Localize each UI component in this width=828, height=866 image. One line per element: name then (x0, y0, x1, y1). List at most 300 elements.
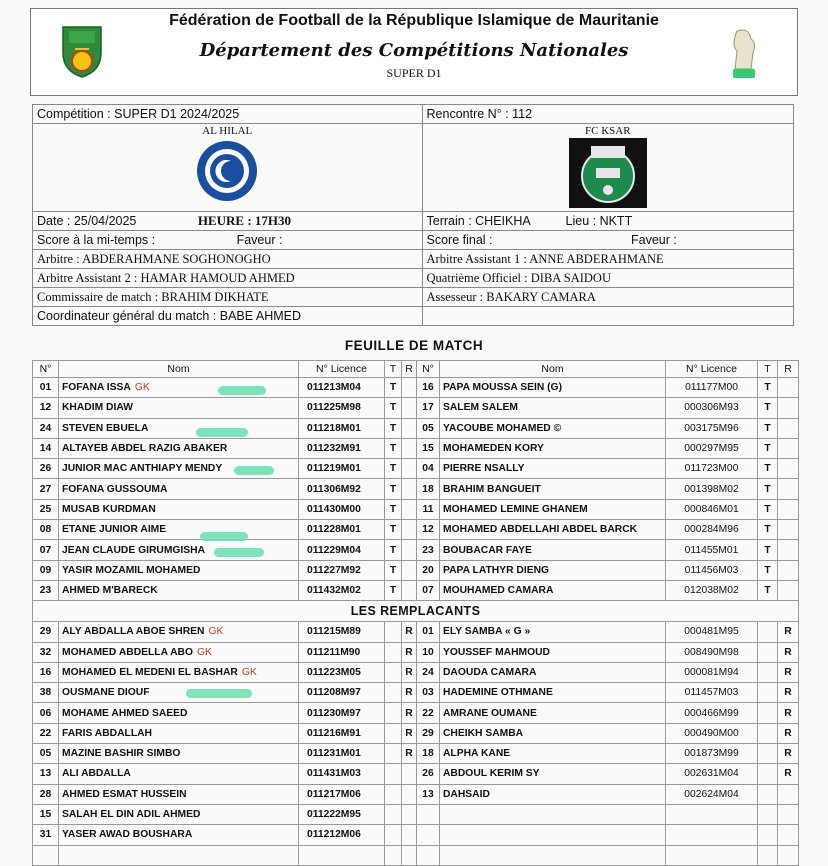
column-header-licence: N° Licence (299, 361, 385, 378)
home-player-name (59, 825, 299, 845)
home-player-name (59, 662, 299, 682)
home-player-number: 29 (33, 622, 59, 642)
away-player-number: 12 (417, 520, 440, 540)
away-reserve-mark: R (778, 744, 799, 764)
home-player-number: 32 (33, 642, 59, 662)
home-player-number: 13 (33, 764, 59, 784)
venue-name: Lieu : NKTT (565, 214, 633, 228)
goalkeeper-tag: GK (241, 667, 257, 678)
referee-cell: Arbitre : ABDERAHMANE SOGHONOGHO (33, 250, 423, 269)
final-favour-label: Faveur : (631, 233, 677, 247)
home-player-licence: 011306M92 (299, 479, 385, 499)
away-titular-mark: T (758, 438, 778, 458)
away-titular-mark (758, 662, 778, 682)
assessor-cell: Assesseur : BAKARY CAMARA (422, 288, 793, 307)
roster-table (32, 360, 799, 866)
away-titular-mark: T (758, 479, 778, 499)
empty-cell (33, 845, 59, 865)
home-reserve-mark: R (402, 622, 417, 642)
away-player-name (440, 418, 666, 438)
roster-header-row (33, 361, 799, 378)
away-team-name: FC KSAR (584, 125, 631, 137)
away-titular-mark: T (758, 398, 778, 418)
player-name-text: ABDOUL KERIM SY (443, 768, 540, 780)
table-row (33, 580, 799, 600)
away-player-name (440, 683, 666, 703)
home-reserve-mark (402, 459, 417, 479)
home-player-name (59, 642, 299, 662)
home-team-cell (33, 124, 423, 212)
fc-ksar-crest-icon (569, 138, 647, 208)
player-name-text: PIERRE NSALLY (443, 463, 525, 475)
match-info-table (32, 104, 794, 326)
column-header-name: Nom (59, 361, 299, 378)
home-player-licence: 011208M97 (299, 683, 385, 703)
player-name-text: MOHAMED ABDELLA ABO (62, 646, 193, 658)
column-header-number: N° (417, 361, 440, 378)
away-player-name (440, 723, 666, 743)
away-player-licence: 012038M02 (666, 580, 758, 600)
away-team-cell (422, 124, 793, 212)
federation-name: Fédération de Football de la République Islamique de Mauritanie (169, 12, 659, 29)
empty-cell (385, 845, 402, 865)
home-titular-mark: T (385, 459, 402, 479)
home-titular-mark (385, 825, 402, 845)
match-sheet-title: FEUILLE DE MATCH (344, 338, 484, 353)
away-player-number: 11 (417, 499, 440, 519)
home-player-licence: 011217M06 (299, 784, 385, 804)
home-player-name (59, 438, 299, 458)
home-reserve-mark: R (402, 703, 417, 723)
home-reserve-mark (402, 764, 417, 784)
home-reserve-mark (402, 540, 417, 560)
home-reserve-mark: R (402, 642, 417, 662)
home-player-number: 27 (33, 479, 59, 499)
home-player-licence: 011431M03 (299, 764, 385, 784)
home-player-licence: 011229M04 (299, 540, 385, 560)
player-name-text: MOHAMEDEN KORY (443, 443, 544, 455)
away-player-licence: 011456M03 (666, 560, 758, 580)
home-reserve-mark (402, 479, 417, 499)
table-row (33, 499, 799, 519)
player-name-text: CHEIKH SAMBA (443, 727, 524, 739)
table-row (33, 825, 799, 845)
player-name-text: ALTAYEB ABDEL RAZIG ABAKER (62, 443, 228, 455)
away-titular-mark (758, 804, 778, 824)
away-player-name (440, 398, 666, 418)
home-player-number: 09 (33, 560, 59, 580)
home-player-name (59, 622, 299, 642)
away-reserve-mark: R (778, 723, 799, 743)
player-name-text: DAHSAID (443, 788, 490, 800)
column-header-name: Nom (440, 361, 666, 378)
highlighter-mark (200, 532, 248, 541)
away-player-name (440, 378, 666, 398)
away-reserve-mark (778, 438, 799, 458)
home-titular-mark: T (385, 580, 402, 600)
away-player-name (440, 540, 666, 560)
table-row (33, 642, 799, 662)
player-name-text: HADEMINE OTHMANE (443, 687, 553, 699)
away-player-name (440, 784, 666, 804)
away-player-licence: 000081M94 (666, 662, 758, 682)
home-player-number: 07 (33, 540, 59, 560)
away-player-number: 13 (417, 784, 440, 804)
home-titular-mark (385, 642, 402, 662)
player-name-text: FOFANA ISSA (62, 382, 131, 394)
player-name-text: YASER AWAD BOUSHARA (62, 829, 193, 841)
player-name-text: FARIS ABDALLAH (62, 727, 152, 739)
home-reserve-mark (402, 398, 417, 418)
home-titular-mark: T (385, 438, 402, 458)
away-player-number: 04 (417, 459, 440, 479)
home-reserve-mark (402, 784, 417, 804)
fourth-official-cell: Quatrième Officiel : DIBA SAIDOU (422, 269, 793, 288)
away-player-licence: 011723M00 (666, 459, 758, 479)
column-header-number: N° (33, 361, 59, 378)
home-player-name (59, 560, 299, 580)
empty-cell (59, 845, 299, 865)
away-player-licence: 011177M00 (666, 378, 758, 398)
away-player-number: 18 (417, 744, 440, 764)
away-reserve-mark: R (778, 764, 799, 784)
home-player-number: 15 (33, 804, 59, 824)
home-player-number: 01 (33, 378, 59, 398)
away-reserve-mark: R (778, 683, 799, 703)
away-reserve-mark: R (778, 622, 799, 642)
away-reserve-mark (778, 418, 799, 438)
empty-cell (417, 845, 440, 865)
date-time-cell (33, 212, 423, 231)
home-player-number: 26 (33, 459, 59, 479)
table-row (33, 662, 799, 682)
away-reserve-mark (778, 459, 799, 479)
ground-name: Terrain : CHEIKHA (426, 214, 531, 228)
table-row (33, 683, 799, 703)
away-reserve-mark (778, 540, 799, 560)
home-titular-mark (385, 662, 402, 682)
away-titular-mark (758, 723, 778, 743)
away-reserve-mark (778, 520, 799, 540)
home-titular-mark: T (385, 479, 402, 499)
home-player-name (59, 499, 299, 519)
column-header-t: T (758, 361, 778, 378)
home-reserve-mark (402, 418, 417, 438)
player-name-text: BRAHIM BANGUEIT (443, 483, 541, 495)
highlighter-mark (218, 386, 266, 395)
away-player-name (440, 703, 666, 723)
away-reserve-mark: R (778, 662, 799, 682)
ground-cell (422, 212, 793, 231)
away-player-name (440, 479, 666, 499)
away-player-licence: 000490M00 (666, 723, 758, 743)
player-name-text: MOUHAMED CAMARA (443, 585, 554, 597)
away-titular-mark: T (758, 540, 778, 560)
away-reserve-mark (778, 784, 799, 804)
away-titular-mark (758, 642, 778, 662)
home-player-licence: 011231M01 (299, 744, 385, 764)
match-time: HEURE : 17H30 (197, 213, 292, 228)
home-player-name (59, 764, 299, 784)
table-row (33, 438, 799, 458)
player-name-text: SALEM SALEM (443, 402, 518, 414)
table-row (33, 479, 799, 499)
away-titular-mark (758, 622, 778, 642)
match-date: Date : 25/04/2025 (37, 214, 137, 228)
home-player-number: 24 (33, 418, 59, 438)
player-name-text: BOUBACAR FAYE (443, 544, 532, 556)
away-player-number: 01 (417, 622, 440, 642)
away-player-name (440, 520, 666, 540)
away-titular-mark: T (758, 418, 778, 438)
player-name-text: MOHAME AHMED SAEED (62, 707, 188, 719)
away-player-licence: 001873M99 (666, 744, 758, 764)
home-player-licence: 011232M91 (299, 438, 385, 458)
home-player-licence: 011228M01 (299, 520, 385, 540)
home-player-name (59, 744, 299, 764)
away-titular-mark (758, 703, 778, 723)
player-name-text: MAZINE BASHIR SIMBO (62, 748, 181, 760)
player-name-text: YACOUBE MOHAMED © (443, 422, 562, 434)
assistant2-cell: Arbitre Assistant 2 : HAMAR HAMOUD AHMED (33, 269, 423, 288)
away-reserve-mark (778, 499, 799, 519)
commissioner-cell: Commissaire de match : BRAHIM DIKHATE (33, 288, 423, 307)
player-name-text: STEVEN EBUELA (62, 422, 149, 434)
away-player-licence: 000481M95 (666, 622, 758, 642)
away-player-number: 05 (417, 418, 440, 438)
home-titular-mark (385, 703, 402, 723)
home-reserve-mark (402, 825, 417, 845)
away-player-name (440, 642, 666, 662)
away-reserve-mark (778, 580, 799, 600)
empty-cell (778, 845, 799, 865)
home-reserve-mark (402, 804, 417, 824)
away-player-name (440, 622, 666, 642)
home-reserve-mark: R (402, 683, 417, 703)
coordinator-cell: Coordinateur général du match : BABE AHMED (33, 307, 423, 326)
table-row (33, 622, 799, 642)
empty-cell (299, 845, 385, 865)
home-titular-mark: T (385, 418, 402, 438)
away-player-number (417, 825, 440, 845)
home-player-number: 06 (33, 703, 59, 723)
player-name-text: ALI ABDALLA (62, 768, 131, 780)
player-name-text: MOHAMED EL MEDENI EL BASHAR (62, 667, 238, 678)
away-titular-mark: T (758, 560, 778, 580)
home-titular-mark (385, 683, 402, 703)
home-player-licence: 011225M98 (299, 398, 385, 418)
table-row (33, 560, 799, 580)
player-name-text: ALY ABDALLA ABOE SHREN (62, 626, 205, 638)
home-player-name (59, 804, 299, 824)
home-team-name: AL HILAL (202, 125, 253, 137)
away-player-number: 24 (417, 662, 440, 682)
highlighter-mark (214, 548, 264, 557)
away-player-licence: 011455M01 (666, 540, 758, 560)
table-row (33, 520, 799, 540)
home-titular-mark (385, 744, 402, 764)
home-player-number: 31 (33, 825, 59, 845)
document-header (30, 8, 798, 96)
table-row (33, 703, 799, 723)
player-name-text: ALPHA KANE (443, 748, 511, 760)
away-player-name (440, 499, 666, 519)
away-reserve-mark (778, 804, 799, 824)
player-name-text: FOFANA GUSSOUMA (62, 483, 168, 495)
player-name-text: JEAN CLAUDE GIRUMGISHA (62, 544, 206, 556)
halftime-score-cell (33, 231, 423, 250)
home-titular-mark: T (385, 540, 402, 560)
table-row (33, 744, 799, 764)
final-score-cell (422, 231, 793, 250)
player-name-text: MOHAMED LEMINE GHANEM (443, 503, 588, 515)
away-titular-mark: T (758, 459, 778, 479)
away-player-licence: 011457M03 (666, 683, 758, 703)
column-header-t: T (385, 361, 402, 378)
table-row (33, 540, 799, 560)
away-player-number: 23 (417, 540, 440, 560)
away-player-licence: 000846M01 (666, 499, 758, 519)
away-player-name (440, 459, 666, 479)
league-name: SUPER D1 (386, 66, 442, 80)
home-player-number: 14 (33, 438, 59, 458)
home-player-number: 22 (33, 723, 59, 743)
home-titular-mark (385, 764, 402, 784)
home-player-number: 28 (33, 784, 59, 804)
home-player-name (59, 703, 299, 723)
away-player-number: 07 (417, 580, 440, 600)
home-reserve-mark (402, 520, 417, 540)
away-player-licence (666, 825, 758, 845)
home-player-licence: 011218M01 (299, 418, 385, 438)
home-titular-mark (385, 622, 402, 642)
home-reserve-mark: R (402, 662, 417, 682)
away-player-number: 17 (417, 398, 440, 418)
halftime-score-label: Score à la mi-temps : (37, 233, 156, 247)
home-player-number: 23 (33, 580, 59, 600)
away-reserve-mark: R (778, 642, 799, 662)
home-player-number: 25 (33, 499, 59, 519)
home-titular-mark (385, 804, 402, 824)
home-reserve-mark (402, 560, 417, 580)
player-name-text: KHADIM DIAW (62, 402, 133, 414)
player-name-text: AMRANE OUMANE (443, 707, 537, 719)
home-reserve-mark: R (402, 723, 417, 743)
department-name: Département des Compétitions Nationales (199, 40, 629, 61)
highlighter-mark (186, 689, 252, 698)
away-reserve-mark: R (778, 703, 799, 723)
home-titular-mark: T (385, 378, 402, 398)
empty-cell (422, 307, 793, 326)
away-player-name (440, 560, 666, 580)
away-titular-mark (758, 825, 778, 845)
home-titular-mark: T (385, 398, 402, 418)
home-player-licence: 011212M06 (299, 825, 385, 845)
home-player-licence: 011222M95 (299, 804, 385, 824)
home-player-licence: 011230M97 (299, 703, 385, 723)
player-name-text: AHMED ESMAT HUSSEIN (62, 788, 187, 800)
home-player-licence: 011432M02 (299, 580, 385, 600)
away-player-number: 16 (417, 378, 440, 398)
away-player-number: 15 (417, 438, 440, 458)
home-player-number: 16 (33, 662, 59, 682)
highlighter-mark (234, 466, 274, 475)
home-reserve-mark: R (402, 744, 417, 764)
away-player-licence: 000306M93 (666, 398, 758, 418)
away-titular-mark: T (758, 580, 778, 600)
player-name-text: YASIR MOZAMIL MOHAMED (62, 564, 201, 576)
table-row (33, 784, 799, 804)
home-player-name (59, 683, 299, 703)
empty-cell (666, 845, 758, 865)
table-row (33, 764, 799, 784)
match-number-cell: Rencontre N° : 112 (422, 105, 793, 124)
away-player-name (440, 662, 666, 682)
table-row (33, 418, 799, 438)
away-titular-mark (758, 764, 778, 784)
home-player-licence: 011223M05 (299, 662, 385, 682)
column-header-r: R (402, 361, 417, 378)
away-titular-mark (758, 744, 778, 764)
home-player-licence: 011215M89 (299, 622, 385, 642)
away-titular-mark (758, 683, 778, 703)
super-d1-logo-icon (727, 25, 761, 81)
away-player-number: 03 (417, 683, 440, 703)
assistant1-cell: Arbitre Assistant 1 : ANNE ABDERAHMANE (422, 250, 793, 269)
away-player-name (440, 804, 666, 824)
away-player-name (440, 825, 666, 845)
away-player-licence: 000284M96 (666, 520, 758, 540)
table-row (33, 459, 799, 479)
away-titular-mark: T (758, 520, 778, 540)
home-player-name (59, 580, 299, 600)
home-player-name (59, 418, 299, 438)
home-player-number: 05 (33, 744, 59, 764)
home-player-licence: 011211M90 (299, 642, 385, 662)
away-titular-mark: T (758, 499, 778, 519)
player-name-text: YOUSSEF MAHMOUD (443, 646, 550, 658)
player-name-text: PAPA LATHYR DIENG (443, 564, 550, 576)
away-player-number (417, 804, 440, 824)
player-name-text: MUSAB KURDMAN (62, 503, 156, 515)
empty-cell (758, 845, 778, 865)
home-player-licence: 011430M00 (299, 499, 385, 519)
away-player-number: 20 (417, 560, 440, 580)
away-titular-mark: T (758, 378, 778, 398)
goalkeeper-tag: GK (197, 646, 212, 658)
home-titular-mark (385, 784, 402, 804)
home-titular-mark: T (385, 499, 402, 519)
player-name-text: ELY SAMBA « G » (443, 626, 531, 638)
home-titular-mark (385, 723, 402, 743)
player-name-text: SALAH EL DIN ADIL AHMED (62, 809, 201, 821)
table-row (33, 804, 799, 824)
away-player-licence: 000297M95 (666, 438, 758, 458)
table-row (33, 398, 799, 418)
halftime-favour-label: Faveur : (236, 233, 283, 247)
away-player-number: 29 (417, 723, 440, 743)
home-player-name (59, 784, 299, 804)
away-player-number: 10 (417, 642, 440, 662)
home-player-name (59, 723, 299, 743)
home-titular-mark: T (385, 560, 402, 580)
home-reserve-mark (402, 499, 417, 519)
away-reserve-mark (778, 825, 799, 845)
away-player-licence: 003175M96 (666, 418, 758, 438)
competition-cell: Compétition : SUPER D1 2024/2025 (33, 105, 423, 124)
home-player-licence: 011213M04 (299, 378, 385, 398)
al-hilal-crest-icon (195, 139, 259, 203)
